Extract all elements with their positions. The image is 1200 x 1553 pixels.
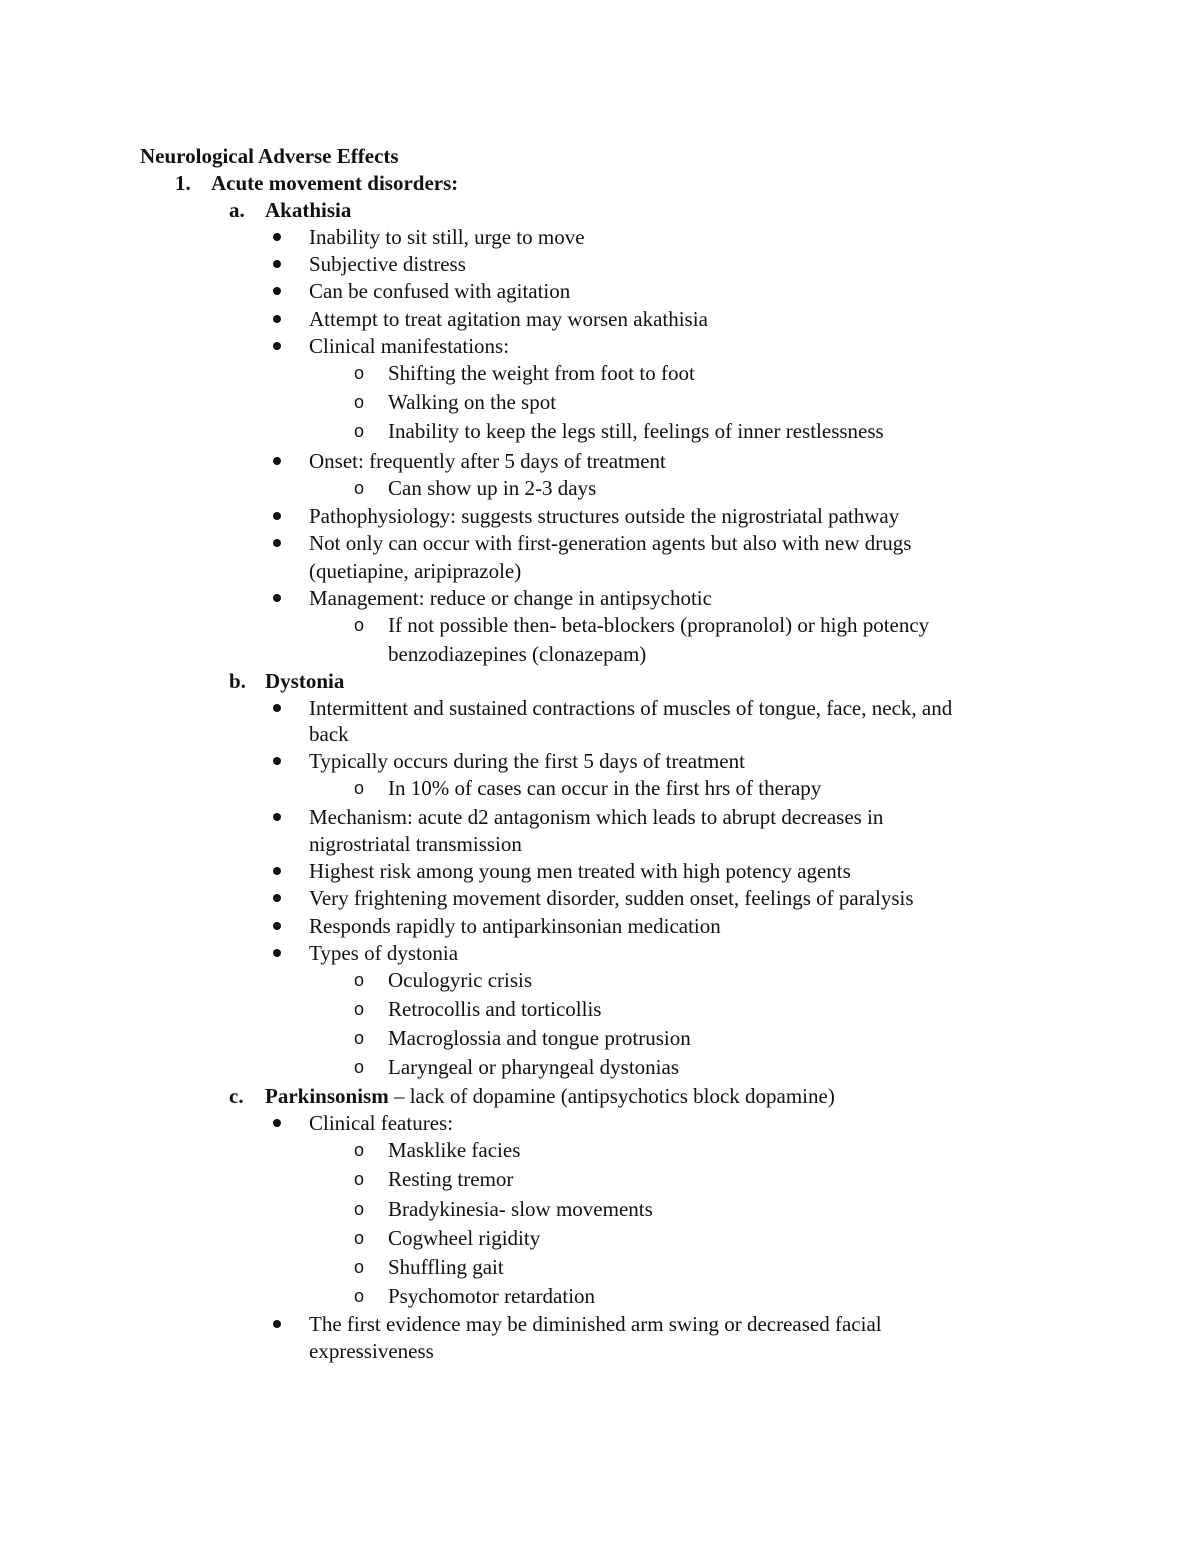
bullet-text: Onset: frequently after 5 days of treatment: [309, 449, 666, 473]
bullet-text: Not only can occur with first-generation agents but also with new drugs: [309, 531, 912, 555]
bullet-text: The first evidence may be diminished arm swing or decreased facial: [309, 1312, 882, 1336]
sub-bullet-text: If not possible then- beta-blockers (propranolol) or high potency: [388, 613, 930, 637]
subsection-letter: b.: [229, 669, 246, 693]
bullet-icon: [273, 867, 281, 875]
bullet-icon: [273, 922, 281, 930]
bullet-text: Types of dystonia: [309, 941, 459, 965]
bullet-text: Clinical manifestations:: [309, 334, 510, 358]
sub-bullet-icon: o: [354, 1057, 365, 1077]
bullet-text: Pathophysiology: suggests structures outside the nigrostriatal pathway: [309, 504, 900, 528]
subsection-heading-line: [265, 1083, 835, 1109]
subsection-heading: Dystonia: [265, 669, 345, 693]
sub-bullet-text: Retrocollis and torticollis: [388, 997, 602, 1021]
bullet-icon: [273, 813, 281, 821]
section-number: 1.: [175, 171, 191, 195]
bullet-text-continued: nigrostriatal transmission: [309, 832, 522, 856]
bullet-text: Mechanism: acute d2 antagonism which leads to abrupt decreases in: [309, 805, 884, 829]
section-heading: Acute movement disorders:: [211, 171, 459, 195]
sub-bullet-icon: o: [354, 778, 365, 798]
sub-bullet-icon: o: [354, 1257, 365, 1277]
sub-bullet-text: Cogwheel rigidity: [388, 1226, 541, 1250]
document-title: Neurological Adverse Effects: [140, 144, 399, 168]
sub-bullet-text: Oculogyric crisis: [388, 968, 533, 992]
sub-bullet-icon: o: [354, 1140, 365, 1160]
bullet-icon: [273, 594, 281, 602]
sub-bullet-icon: o: [354, 392, 365, 412]
sub-bullet-text: Bradykinesia- slow movements: [388, 1197, 653, 1221]
bullet-text-continued: expressiveness: [309, 1339, 434, 1363]
bullet-icon: [273, 315, 281, 323]
sub-bullet-text-continued: benzodiazepines (clonazepam): [388, 642, 647, 666]
bullet-text: Responds rapidly to antiparkinsonian medication: [309, 914, 721, 938]
sub-bullet-text: Masklike facies: [388, 1138, 521, 1162]
bullet-text: Can be confused with agitation: [309, 279, 571, 303]
sub-bullet-icon: o: [354, 421, 365, 441]
sub-bullet-text: In 10% of cases can occur in the first hrs of therapy: [388, 776, 822, 800]
bullet-text: Typically occurs during the first 5 days of treatment: [309, 749, 745, 773]
sub-bullet-text: Walking on the spot: [388, 390, 557, 414]
bullet-text: Management: reduce or change in antipsychotic: [309, 586, 712, 610]
sub-bullet-text: Laryngeal or pharyngeal dystonias: [388, 1055, 679, 1079]
bullet-text: Clinical features:: [309, 1111, 454, 1135]
sub-bullet-icon: o: [354, 970, 365, 990]
sub-bullet-text: Shifting the weight from foot to foot: [388, 361, 695, 385]
bullet-icon: [273, 1119, 281, 1127]
sub-bullet-icon: o: [354, 1169, 365, 1189]
bullet-icon: [273, 457, 281, 465]
subsection-heading: Akathisia: [265, 198, 352, 222]
bullet-text: Subjective distress: [309, 252, 466, 276]
bullet-text: Inability to sit still, urge to move: [309, 225, 585, 249]
bullet-icon: [273, 704, 281, 712]
bullet-text-continued: (quetiapine, aripiprazole): [309, 559, 522, 583]
sub-bullet-icon: o: [354, 1028, 365, 1048]
subsection-heading: Parkinsonism: [265, 1084, 389, 1108]
subsection-letter: a.: [229, 198, 245, 222]
sub-bullet-icon: o: [354, 1228, 365, 1248]
bullet-icon: [273, 260, 281, 268]
bullet-text: Intermittent and sustained contractions of muscles of tongue, face, neck, and: [309, 696, 953, 720]
sub-bullet-text: Inability to keep the legs still, feelings of inner restlessness: [388, 419, 884, 443]
sub-bullet-icon: o: [354, 1286, 365, 1306]
sub-bullet-text: Can show up in 2-3 days: [388, 476, 597, 500]
bullet-icon: [273, 894, 281, 902]
bullet-icon: [273, 342, 281, 350]
bullet-icon: [273, 1320, 281, 1328]
sub-bullet-icon: o: [354, 1199, 365, 1219]
subsection-heading-description: – lack of dopamine (antipsychotics block dopamine): [388, 1084, 835, 1108]
bullet-icon: [273, 539, 281, 547]
sub-bullet-text: Shuffling gait: [388, 1255, 504, 1279]
sub-bullet-icon: o: [354, 363, 365, 383]
bullet-text: Highest risk among young men treated with high potency agents: [309, 859, 851, 883]
sub-bullet-text: Macroglossia and tongue protrusion: [388, 1026, 691, 1050]
bullet-icon: [273, 233, 281, 241]
bullet-text-continued: back: [309, 722, 349, 746]
sub-bullet-icon: o: [354, 999, 365, 1019]
bullet-icon: [273, 512, 281, 520]
subsection-letter: c.: [229, 1084, 244, 1108]
bullet-text: Attempt to treat agitation may worsen akathisia: [309, 307, 708, 331]
sub-bullet-icon: o: [354, 615, 365, 635]
bullet-icon: [273, 757, 281, 765]
bullet-icon: [273, 287, 281, 295]
bullet-text: Very frightening movement disorder, sudden onset, feelings of paralysis: [309, 886, 914, 910]
bullet-icon: [273, 949, 281, 957]
sub-bullet-text: Psychomotor retardation: [388, 1284, 596, 1308]
sub-bullet-text: Resting tremor: [388, 1167, 514, 1191]
sub-bullet-icon: o: [354, 478, 365, 498]
